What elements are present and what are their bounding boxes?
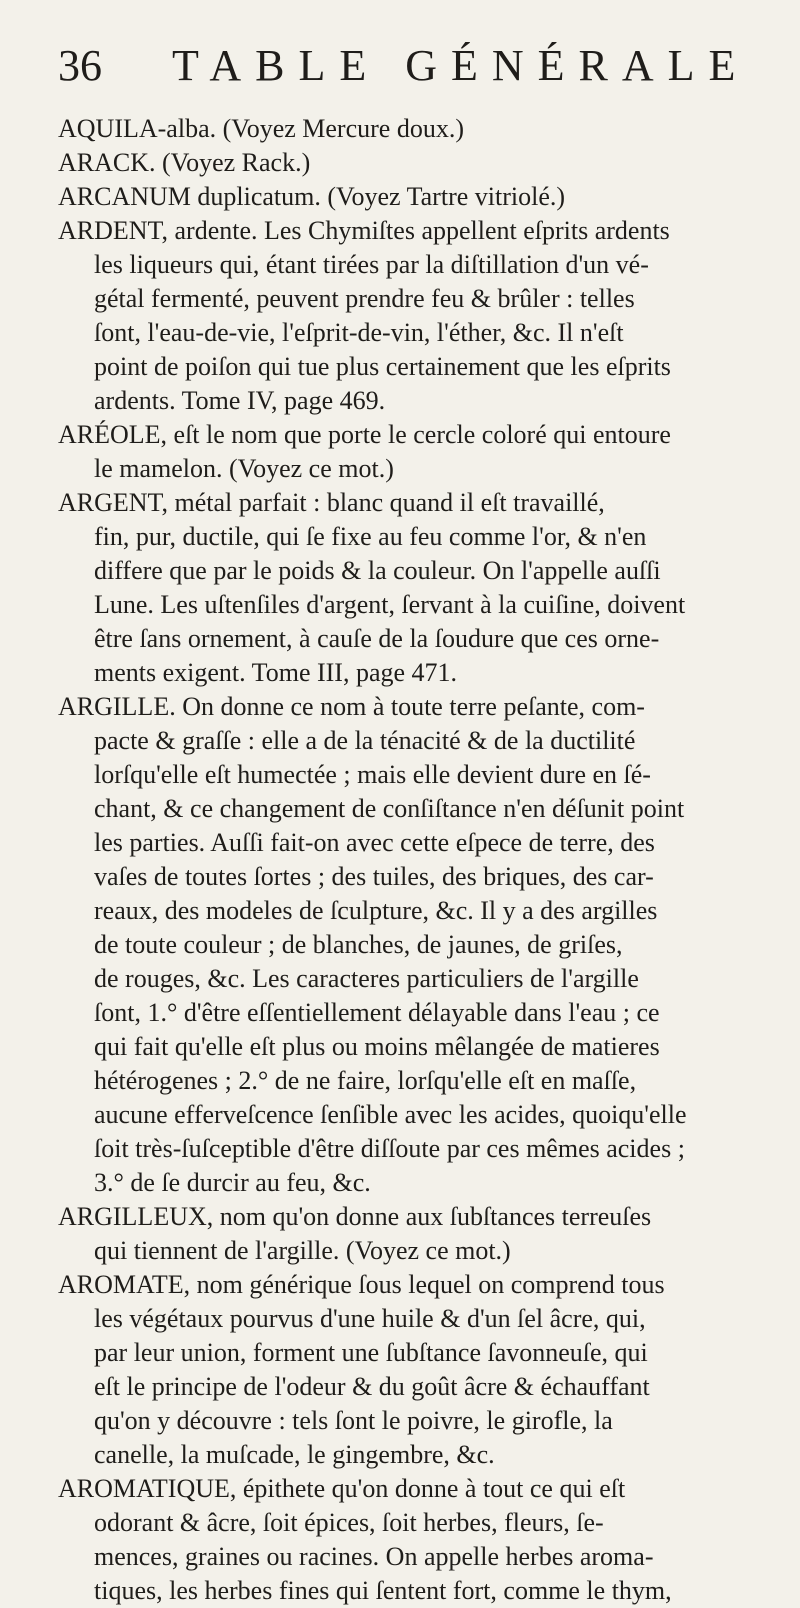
entry-line: les végétaux pourvus d'une huile & d'un ſel âcre, qui, (94, 1304, 646, 1333)
index-entry-areole (58, 418, 760, 486)
entry-line: chant, & ce changement de conſiſtance n'en déſunit point (94, 794, 685, 823)
entry-line: mences, graines ou racines. On appelle herbes aroma- (94, 1542, 654, 1571)
entry-line: ardents. Tome IV, page 469. (94, 386, 386, 415)
entry-line: qui fait qu'elle eſt plus ou moins mêlangée de matieres (94, 1032, 660, 1061)
entry-line: aucune efferveſcence ſenſible avec les acides, quoiqu'elle (94, 1100, 687, 1129)
page-header (58, 40, 760, 102)
entry-line: pacte & graſſe : elle a de la ténacité & de la ductilité (94, 726, 636, 755)
index-entry-arcanum (58, 180, 760, 214)
entry-line: ARCANUM duplicatum. (Voyez Tartre vitriolé.) (58, 182, 566, 211)
entry-line: de toute couleur ; de blanches, de jaunes, de griſes, (94, 930, 623, 959)
entry-line: ARÉOLE, eſt le nom que porte le cercle coloré qui entoure (58, 420, 671, 449)
entry-line: odorant & âcre, ſoit épices, ſoit herbes, fleurs, ſe- (94, 1508, 604, 1537)
running-title: TABLE GÉNÉRALE (172, 41, 750, 90)
index-entry-ardent (58, 214, 760, 418)
entry-line: canelle, la muſcade, le gingembre, &c. (94, 1440, 495, 1469)
entry-line: reaux, des modeles de ſculpture, &c. Il y a des argilles (94, 896, 658, 925)
entry-line: gétal fermenté, peuvent prendre feu & brûler : telles (94, 284, 635, 313)
entry-line: hétérogenes ; 2.° de ne faire, lorſqu'elle eſt en maſſe, (94, 1066, 637, 1095)
entry-line: Lune. Les uſtenſiles d'argent, ſervant à la cuiſine, doivent (94, 590, 686, 619)
entry-line: ARGILLEUX, nom qu'on donne aux ſubſtances terreuſes (58, 1202, 652, 1231)
index-entry-argent (58, 486, 760, 690)
index-entry-argilleux (58, 1200, 760, 1268)
index-entries (58, 112, 760, 1608)
entry-line: qui tiennent de l'argille. (Voyez ce mot.) (94, 1236, 511, 1265)
entry-line: ſoit très-ſuſceptible d'être diſſoute par ces mêmes acides ; (94, 1134, 685, 1163)
entry-line: vaſes de toutes ſortes ; des tuiles, des briques, des car- (94, 862, 654, 891)
index-entry-arack (58, 146, 760, 180)
entry-line: eſt le principe de l'odeur & du goût âcre & échauffant (94, 1372, 650, 1401)
entry-line: ARACK. (Voyez Rack.) (58, 148, 311, 177)
entry-line: ARDENT, ardente. Les Chymiſtes appellent eſprits ardents (58, 216, 670, 245)
entry-line: par leur union, forment une ſubſtance ſavonneuſe, qui (94, 1338, 648, 1367)
entry-line: ſont, l'eau-de-vie, l'eſprit-de-vin, l'éther, &c. Il n'eſt (94, 318, 624, 347)
entry-line: ARGILLE. On donne ce nom à toute terre peſante, com- (58, 692, 645, 721)
entry-line: le mamelon. (Voyez ce mot.) (94, 454, 394, 483)
entry-line: AROMATIQUE, épithete qu'on donne à tout ce qui eſt (58, 1474, 626, 1503)
entry-line: AROMATE, nom générique ſous lequel on comprend tous (58, 1270, 665, 1299)
entry-line: AQUILA-alba. (Voyez Mercure doux.) (58, 114, 464, 143)
index-entry-aromate (58, 1268, 760, 1472)
entry-line: ARGENT, métal parfait : blanc quand il eſt travaillé, (58, 488, 605, 517)
entry-line: les parties. Auſſi fait-on avec cette eſpece de terre, des (94, 828, 655, 857)
index-entry-aromatique (58, 1472, 760, 1608)
entry-line: differe que par le poids & la couleur. On l'appelle auſſi (94, 556, 661, 585)
entry-line: de rouges, &c. Les caracteres particuliers de l'argille (94, 964, 639, 993)
entry-line: fin, pur, ductile, qui ſe fixe au feu comme l'or, & n'en (94, 522, 647, 551)
index-entry-argille (58, 690, 760, 1200)
page-number: 36 (58, 41, 102, 90)
entry-line: être ſans ornement, à cauſe de la ſoudure que ces orne- (94, 624, 660, 653)
entry-line: point de poiſon qui tue plus certainement que les eſprits (94, 352, 671, 381)
entry-line: tiques, les herbes fines qui ſentent fort, comme le thym, (94, 1576, 672, 1605)
entry-line: ſont, 1.° d'être eſſentiellement délayable dans l'eau ; ce (94, 998, 660, 1027)
entry-line: les liqueurs qui, étant tirées par la diſtillation d'un vé- (94, 250, 649, 279)
entry-line: 3.° de ſe durcir au feu, &c. (94, 1168, 371, 1197)
index-entry-aquila-alba (58, 112, 760, 146)
entry-line: lorſqu'elle eſt humectée ; mais elle devient dure en ſé- (94, 760, 651, 789)
entry-line: qu'on y découvre : tels ſont le poivre, le girofle, la (94, 1406, 613, 1435)
entry-line: ments exigent. Tome III, page 471. (94, 658, 458, 687)
